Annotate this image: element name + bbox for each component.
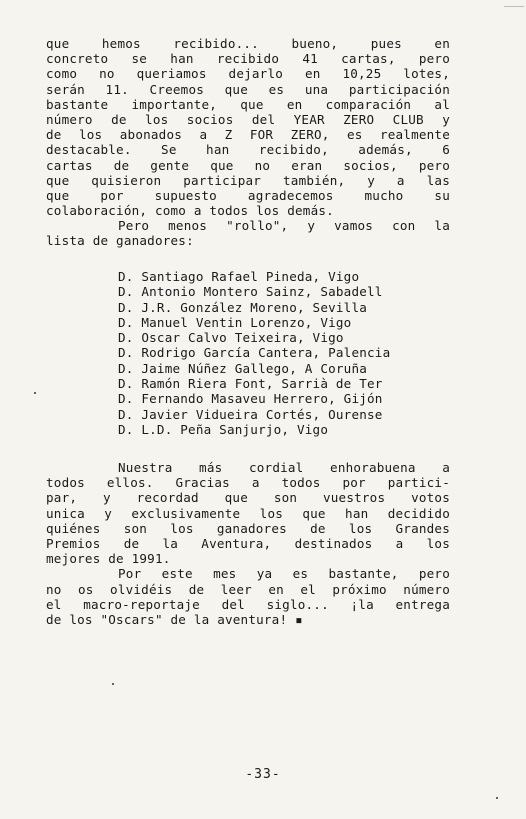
winner-item: D. Javier Vidueira Cortés, Ourense xyxy=(118,406,383,422)
winner-item: D. Ramón Riera Font, Sarrià de Ter xyxy=(118,376,383,392)
text-line: Pero menos "rollo", y vamos con la xyxy=(118,218,450,234)
winner-item: D. L.D. Peña Sanjurjo, Vigo xyxy=(118,421,329,437)
closing-paragraph xyxy=(46,460,450,627)
intro-paragraph xyxy=(46,36,450,249)
speck-mark xyxy=(112,683,114,685)
text-line: como no queriamos dejarlo en 10,25 lotes, xyxy=(46,66,450,82)
text-line: Premios de la Aventura, destinados a los xyxy=(46,535,450,551)
winner-item: D. Fernando Masaveu Herrero, Gijón xyxy=(118,391,383,407)
text-line: el macro-reportaje del siglo... ¡la entrega xyxy=(46,596,450,612)
text-line: todos ellos. Gracias a todos por partici- xyxy=(46,475,450,491)
winner-item: D. Manuel Ventin Lorenzo, Vigo xyxy=(118,314,352,330)
text-line: Por este mes ya es bastante, pero xyxy=(118,566,450,582)
text-line: par, y recordad que son vuestros votos xyxy=(46,490,450,506)
text-line: serán 11. Creemos que es una participación xyxy=(46,81,450,97)
text-line: Nuestra más cordial enhorabuena a xyxy=(118,460,450,475)
text-line: no os olvidéis de leer en el próximo número xyxy=(46,581,450,597)
text-line: destacable. Se han recibido, además, 6 xyxy=(46,142,450,158)
text-line: de los "Oscars" de la aventura! ▪ xyxy=(46,611,303,627)
speck-mark xyxy=(34,392,36,394)
text-line: quiénes son los ganadores de los Grandes xyxy=(46,520,450,536)
text-line: que quisieron participar también, y a las xyxy=(46,172,450,188)
speck-mark xyxy=(496,797,498,799)
text-line: que por supuesto agradecemos mucho su xyxy=(46,187,450,203)
text-line: lista de ganadores: xyxy=(46,233,194,249)
text-line: bastante importante, que en comparación al xyxy=(46,96,450,112)
text-line: número de los socios del YEAR ZERO CLUB y xyxy=(46,111,450,127)
edge-mark xyxy=(504,6,524,7)
text-line: unica y exclusivamente los que han decidido xyxy=(46,505,450,521)
winner-item: D. J.R. González Moreno, Sevilla xyxy=(118,299,368,315)
page-number: -33- xyxy=(245,767,281,782)
winners-list xyxy=(118,269,448,437)
winner-item: D. Rodrigo García Cantera, Palencia xyxy=(118,345,391,361)
text-line: que hemos recibido... bueno, pues en xyxy=(46,36,450,51)
winner-item: D. Jaime Núñez Gallego, A Coruña xyxy=(118,360,368,376)
winner-item: D. Antonio Montero Sainz, Sabadell xyxy=(118,284,383,300)
text-line: colaboración, como a todos los demás. xyxy=(46,203,334,219)
winner-item: D. Santiago Rafael Pineda, Vigo xyxy=(118,269,360,284)
text-line: cartas de gente que no eran socios, pero xyxy=(46,157,450,173)
text-line: concreto se han recibido 41 cartas, pero xyxy=(46,51,450,67)
text-line: mejores de 1991. xyxy=(46,551,171,567)
text-line: de los abonados a Z FOR ZERO, es realmente xyxy=(46,127,450,143)
winner-item: D. Oscar Calvo Teixeira, Vigo xyxy=(118,330,344,346)
